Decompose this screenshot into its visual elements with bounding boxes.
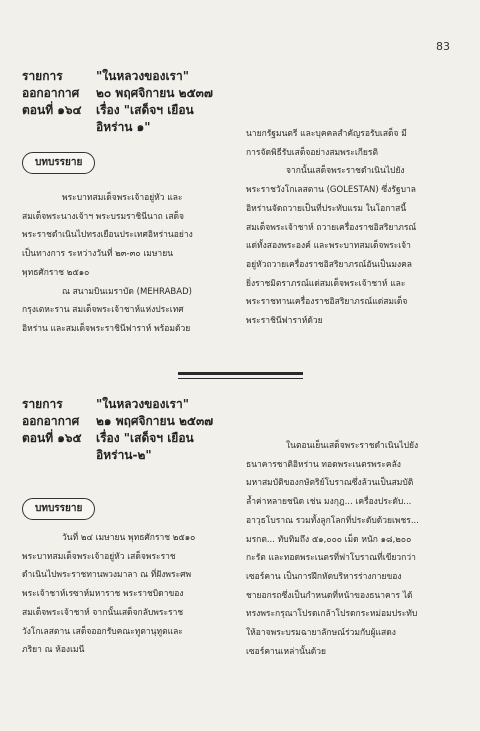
episode-title: เรื่อง "เสด็จฯ เยือน	[96, 103, 194, 117]
section2-right-column	[246, 437, 453, 661]
paragraph-line: ล้ำค่าหลายชนิด เช่น มงกุฎ... เครื่องประดับ...	[246, 497, 412, 508]
paragraph-line: สมเด็จพระนางเจ้าฯ พระบรมราชินีนาถ เสด็จ	[22, 211, 185, 222]
section1-left-column	[22, 189, 229, 339]
paragraph-line: จากนั้นเสด็จพระราชดำเนินไปยัง	[286, 166, 405, 177]
paragraph-line: สมเด็จพระเจ้าชาห์ ถวายเครื่องราชอิสริยาภรณ์	[246, 222, 417, 233]
program-label: รายการ	[22, 397, 63, 411]
paragraph-line: กะรัต และทอดพระเนตรที่ฟาโบราณที่เขียวกว่า	[246, 553, 416, 564]
section2-left-column	[22, 529, 229, 660]
paragraph-line: ดำเนินไปพระราชทานพวงมาลา ณ ที่ฝังพระศพ	[22, 570, 192, 581]
section-divider-thin	[178, 378, 303, 379]
header-values	[96, 68, 266, 136]
paragraph-line: ให้อาจพระบรมฉายาลักษณ์ร่วมกับผู้แสดง	[246, 628, 396, 639]
paragraph-line: พระบาทสมเด็จพระเจ้าอยู่หัว เสด็จพระราช	[22, 551, 176, 562]
section-divider	[178, 372, 303, 375]
paragraph-line: กรุงเตหะราน สมเด็จพระเจ้าชาห์แห่งประเทศ	[22, 305, 184, 316]
paragraph-line: แด่ทั้งสองพระองค์ และพระบาทสมเด็จพระเจ้า	[246, 241, 411, 252]
page-number: 83	[436, 40, 450, 53]
paragraph-line: วังโกเลสตาน เสด็จออกรับคณะทูตานุทูตและ	[22, 626, 183, 637]
paragraph-line: มรกต... ทับทิมถึง ๕๑,๐๐๐ เม็ด หนัก ๑๘,๒๐๐	[246, 534, 412, 545]
episode-label: ตอนที่ ๑๖๔	[22, 103, 82, 117]
paragraph-line: อิหร่านจัดถวายเป็นที่ประทับแรม ในโอกาสนี้	[246, 203, 407, 214]
paragraph-line: เป็นทางการ ระหว่างวันที่ ๒๓-๓๐ เมษายน	[22, 249, 173, 260]
paragraph-line: พระราชินีฟาราห์ด้วย	[246, 316, 323, 327]
episode-title-cont: อิหร่าน-๒"	[96, 448, 152, 462]
narration-badge: บทบรรยาย	[22, 498, 95, 520]
paragraph-line: ณ สนามบินเมราบัด (MEHRABAD)	[62, 286, 192, 297]
paragraph-line: อาวุธโบราณ รวมทั้งลูกโลกที่ประดับด้วยเพชร...	[246, 515, 419, 526]
broadcast-date: ๒๐ พฤศจิกายน ๒๕๓๗	[96, 86, 213, 100]
episode-165-header	[22, 396, 266, 464]
paragraph-line: วันที่ ๒๔ เมษายน พุทธศักราช ๒๕๑๐	[62, 533, 196, 543]
paragraph-line: อิหร่าน และสมเด็จพระราชินีฟาราห์ พร้อมด้วย	[22, 323, 191, 334]
paragraph-line: พระราชดำเนินไปทรงเยือนประเทศอิหร่านอย่าง	[22, 230, 193, 241]
paragraph-line: พระบาทสมเด็จพระเจ้าอยู่หัว และ	[62, 193, 183, 203]
paragraph-line: การจัดพิธีรับเสด็จอย่างสมพระเกียรติ	[246, 147, 378, 158]
paragraph-line: นายกรัฐมนตรี และบุคคลสำคัญรอรับเสด็จ มี	[246, 129, 407, 139]
header-labels	[22, 396, 96, 464]
paragraph-line: ชายอกรถซึ่งเป็นกำหนดที่หน้าของธนาคาร ได้	[246, 590, 413, 601]
narration-badge: บทบรรยาย	[22, 152, 95, 174]
paragraph-line: อยู่หัวถวายเครื่องราชอิสริยาภรณ์อันเป็นมงคล	[246, 259, 412, 270]
broadcast-label: ออกอากาศ	[22, 86, 80, 100]
program-name: "ในหลวงของเรา"	[96, 69, 189, 83]
paragraph-line: พระเจ้าชาห์เรซาห์มหาราช พระราชบิดาของ	[22, 589, 184, 600]
episode-title: เรื่อง "เสด็จฯ เยือน	[96, 431, 194, 445]
broadcast-date: ๒๑ พฤศจิกายน ๒๕๓๗	[96, 414, 214, 428]
paragraph-line: ในตอนเย็นเสด็จพระราชดำเนินไปยัง	[286, 441, 419, 451]
paragraph-line: ทรงพระกรุณาโปรดเกล้าโปรดกระหม่อมประทับ	[246, 609, 418, 620]
header-labels	[22, 68, 96, 136]
paragraph-line: ยิ่งราชมิตราภรณ์แด่สมเด็จพระเจ้าชาห์ และ	[246, 278, 406, 289]
episode-label: ตอนที่ ๑๖๕	[22, 431, 82, 445]
paragraph-line: พุทธศักราช ๒๕๑๐	[22, 267, 90, 278]
episode-title-cont: อิหร่าน ๑"	[96, 120, 151, 134]
paragraph-line: เซอร์คานเหล่านั้นด้วย	[246, 646, 326, 657]
program-name: "ในหลวงของเรา"	[96, 397, 189, 411]
episode-164-header	[22, 68, 266, 136]
program-label: รายการ	[22, 69, 63, 83]
paragraph-line: ธนาคารชาติอิหร่าน ทอดพระเนตรพระคลัง	[246, 459, 401, 470]
paragraph-line: เซอร์คาน เป็นการฝึกหัดบริหารร่างกายของ	[246, 571, 402, 582]
paragraph-line: ภริยา ณ ห้องเมนี	[22, 645, 85, 656]
section1-right-column	[246, 125, 453, 331]
paragraph-line: สมเด็จพระเจ้าชาห์ จากนั้นเสด็จกลับพระราช	[22, 607, 184, 618]
paragraph-line: พระราชวังโกเลสตาน (GOLESTAN) ซึ่งรัฐบาล	[246, 185, 416, 196]
broadcast-label: ออกอากาศ	[22, 414, 80, 428]
paragraph-line: พระราชทานเครื่องราชอิสริยาภรณ์แด่สมเด็จ	[246, 297, 408, 308]
paragraph-line: มหาสมบัติของกษัตริย์โบราณซึ่งล้วนเป็นสมบัติ	[246, 478, 414, 489]
header-values	[96, 396, 266, 464]
